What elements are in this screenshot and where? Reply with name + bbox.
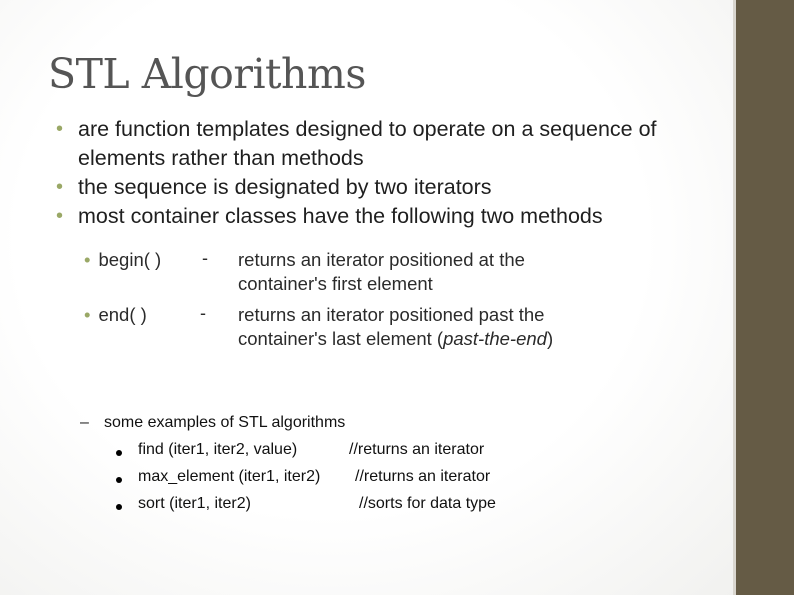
bullet-dot-icon (116, 450, 122, 456)
bullet-text: most container classes have the following two methods (78, 204, 603, 228)
description-line: container's first element (238, 273, 433, 294)
bullet-dot-icon: • (56, 205, 64, 227)
sub-bullet-end (84, 303, 147, 327)
example-comment: //returns an iterator (355, 468, 491, 485)
method-separator: - (202, 248, 208, 268)
side-band (736, 0, 794, 595)
bullet-text: the sequence is designated by two iterators (78, 175, 492, 199)
sub-bullet-begin (84, 248, 161, 272)
examples-heading: some examples of STL algorithms (104, 414, 346, 431)
bullet-dot-icon: • (56, 176, 64, 198)
method-name: begin( ) (98, 249, 162, 270)
method-description (238, 303, 638, 351)
bullet-dot-icon: • (56, 118, 64, 140)
bullet-text: are function templates designed to operate on a sequence of elements rather than methods (78, 117, 657, 170)
bullet-item (56, 115, 726, 173)
example-item (116, 468, 536, 490)
bullet-dot-icon (116, 504, 122, 510)
examples-dash-marker: – (80, 414, 89, 431)
example-item (116, 441, 536, 463)
description-line: returns an iterator positioned at the (238, 249, 525, 270)
example-call: max_element (iter1, iter2) (138, 468, 321, 485)
emphasis-text: past-the-end (443, 328, 547, 349)
description-text: container's last element ( (238, 328, 444, 349)
bullet-dot-icon (116, 477, 122, 483)
bullet-item (56, 173, 726, 202)
example-call: sort (iter1, iter2) (138, 495, 251, 512)
example-item (116, 495, 536, 517)
sub-bullet-dot-icon: • (84, 304, 91, 325)
description-line: returns an iterator positioned past the (238, 304, 545, 325)
bullet-item (56, 202, 726, 231)
example-call: find (iter1, iter2, value) (138, 441, 298, 458)
method-name: end( ) (98, 304, 147, 325)
description-line (238, 327, 638, 351)
method-description (238, 248, 638, 296)
description-text: ) (546, 328, 554, 349)
method-separator: - (200, 303, 206, 323)
example-comment: //sorts for data type (359, 495, 496, 512)
bullet-list (56, 115, 726, 231)
sub-bullet-dot-icon: • (84, 249, 91, 270)
example-comment: //returns an iterator (349, 441, 485, 458)
slide-title: STL Algorithms (48, 50, 366, 98)
